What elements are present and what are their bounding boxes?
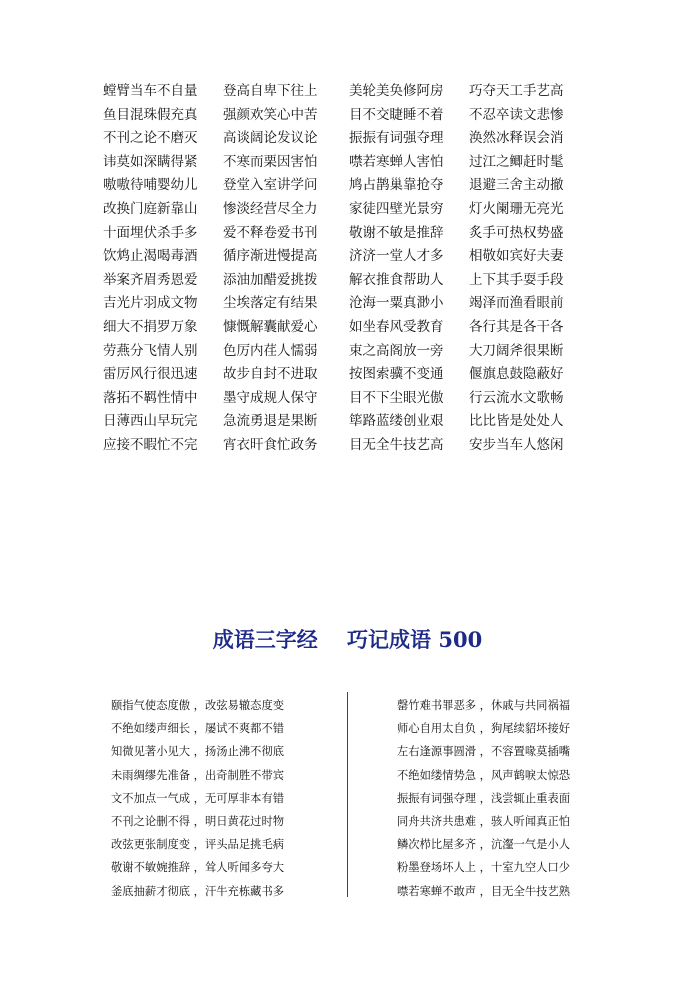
idiom-cell: 偃旗息鼓隐蔽好	[469, 366, 564, 383]
idiom-cell: 如坐春风受教育	[349, 318, 444, 335]
idiom-cell: 日薄西山早玩完	[103, 413, 198, 430]
idiom-cell: 螳臂当车不自量	[103, 83, 198, 99]
idiom-cell: 色厉内荏人懦弱	[223, 342, 318, 359]
poem-line: 粉墨登场坏人上 ，十室九空人口少	[397, 861, 571, 875]
poem-line: 不绝如缕声细长 ，屡试不爽都不错	[111, 722, 285, 736]
poem-left-column	[111, 694, 284, 903]
poem-line: 罄竹难书罪恶多 ，休戚与共同祸福	[397, 699, 571, 712]
idiom-cell: 退避三舍主动撤	[469, 177, 564, 194]
idiom-cell: 上下其手耍手段	[469, 271, 564, 288]
idiom-cell: 目无全牛技艺高	[349, 436, 444, 453]
idiom-cell: 美轮美奂修阿房	[349, 83, 444, 99]
idiom-cell: 落拓不羁性情中	[103, 389, 198, 406]
idiom-cell: 竭泽而渔看眼前	[469, 295, 564, 312]
idiom-cell: 沧海一粟真渺小	[349, 295, 444, 312]
idiom-cell: 登高自卑下往上	[223, 83, 318, 99]
poem-line: 颐指气使态度傲 ，改弦易辙态度变	[111, 699, 285, 712]
idiom-cell: 鸠占鹊巢靠抢夺	[349, 177, 444, 194]
idiom-cell: 目不交睫睡不着	[349, 106, 444, 123]
poem-line: 噤若寒蝉不敢声 ，目无全牛技艺熟	[397, 884, 571, 898]
idiom-cell: 不刊之论不磨灭	[103, 130, 198, 147]
idiom-cell: 噤若寒蝉人害怕	[349, 153, 444, 170]
idiom-cell: 高谈阔论发议论	[223, 130, 318, 147]
column-divider	[347, 692, 348, 897]
poem-line: 振振有词强夺理 ，浅尝辄止重表面	[397, 791, 571, 805]
idiom-cell: 饮鸩止渴喝毒酒	[103, 248, 198, 265]
idiom-grid	[103, 80, 579, 458]
idiom-cell: 解衣推食帮助人	[349, 271, 444, 288]
idiom-cell: 炙手可热权势盛	[469, 224, 564, 241]
poem-line: 敬谢不敏婉推辞 ，耸人听闻多夸大	[111, 861, 285, 875]
idiom-cell: 家徒四壁光景穷	[349, 200, 444, 217]
idiom-cell: 按图索骥不变通	[349, 366, 444, 383]
idiom-cell: 鱼目混珠假充真	[103, 106, 198, 123]
idiom-cell: 比比皆是处处人	[469, 413, 564, 430]
idiom-cell: 急流勇退是果断	[223, 413, 318, 430]
idiom-cell: 应接不暇忙不完	[103, 436, 198, 453]
idiom-cell: 振振有词强夺理	[349, 130, 444, 147]
poem-line: 鳞次栉比屋多齐 ，沆瀣一气是小人	[397, 838, 571, 852]
idiom-cell: 爱不释卷爱书刊	[223, 224, 318, 241]
poem-line: 师心自用太自负 ，狗尾续貂坏接好	[397, 722, 571, 736]
idiom-cell: 大刀阔斧很果断	[469, 342, 564, 359]
poem-line: 不绝如缕情势急 ，风声鹤唳太惊恐	[397, 768, 571, 782]
idiom-cell: 行云流水文歌畅	[469, 389, 564, 406]
idiom-cell: 改换门庭新靠山	[103, 200, 198, 217]
poem-line: 知微见著小见大 ，扬汤止沸不彻底	[111, 745, 285, 759]
idiom-cell: 添油加醋爱挑拨	[223, 271, 318, 288]
idiom-cell: 细大不捐罗万象	[103, 318, 198, 335]
poem-line: 文不加点一气成 ，无可厚非本有错	[111, 791, 285, 805]
section-title: 成语三字经 巧记成语 500	[212, 627, 483, 652]
idiom-cell: 宵衣旰食忙政务	[223, 436, 318, 453]
idiom-cell: 故步自封不进取	[223, 366, 318, 383]
idiom-cell: 济济一堂人才多	[349, 248, 444, 265]
idiom-cell: 强颜欢笑心中苦	[223, 106, 318, 123]
idiom-cell: 吉光片羽成文物	[103, 295, 198, 312]
poem-right-column	[397, 694, 570, 903]
idiom-cell: 慷慨解囊献爱心	[223, 318, 318, 335]
idiom-cell: 巧夺天工手艺高	[469, 83, 564, 99]
idiom-cell: 敬谢不敏是推辞	[349, 224, 444, 241]
idiom-cell: 不忍卒读文悲惨	[469, 106, 564, 123]
idiom-cell: 灯火阑珊无亮光	[469, 200, 564, 217]
poem-line: 釜底抽薪才彻底 ，汗牛充栋藏书多	[111, 884, 285, 898]
idiom-cell: 劳燕分飞情人别	[103, 342, 198, 359]
idiom-cell: 登堂入室讲学问	[223, 177, 318, 194]
poem-line: 不刊之论删不得 ，明日黄花过时物	[111, 815, 285, 829]
poem-line: 左右逢源事圆滑 ，不容置喙莫插嘴	[397, 745, 571, 759]
idiom-cell: 循序渐进慢提高	[223, 248, 318, 265]
idiom-cell: 各行其是各干各	[469, 318, 564, 335]
poem-line: 未雨绸缪先准备 ，出奇制胜不带宾	[111, 768, 285, 782]
idiom-cell: 尘埃落定有结果	[223, 295, 318, 312]
idiom-cell: 筚路蓝缕创业艰	[349, 413, 444, 430]
idiom-cell: 安步当车人悠闲	[469, 436, 564, 453]
idiom-cell: 讳莫如深瞒得紧	[103, 153, 198, 170]
idiom-cell: 十面埋伏杀手多	[103, 224, 198, 241]
idiom-cell: 相敬如宾好夫妻	[469, 248, 564, 265]
idiom-cell: 目不下尘眼光傲	[349, 389, 444, 406]
idiom-cell: 过江之鲫赶时髦	[469, 153, 564, 170]
poem-line: 改弦更张制度变 ，评头品足挑毛病	[111, 838, 285, 852]
poem-line: 同舟共济共患难 ，骇人听闻真正怕	[397, 815, 571, 829]
idiom-cell: 不寒而栗因害怕	[223, 153, 318, 170]
idiom-cell: 束之高阁放一旁	[349, 342, 444, 359]
idiom-cell: 墨守成规人保守	[223, 389, 318, 406]
idiom-cell: 举案齐眉秀恩爱	[103, 271, 198, 288]
idiom-cell: 涣然冰释误会消	[469, 130, 564, 147]
idiom-cell: 惨淡经营尽全力	[223, 200, 318, 217]
idiom-cell: 雷厉风行很迅速	[103, 366, 198, 383]
idiom-cell: 嗷嗷待哺婴幼儿	[103, 177, 198, 194]
